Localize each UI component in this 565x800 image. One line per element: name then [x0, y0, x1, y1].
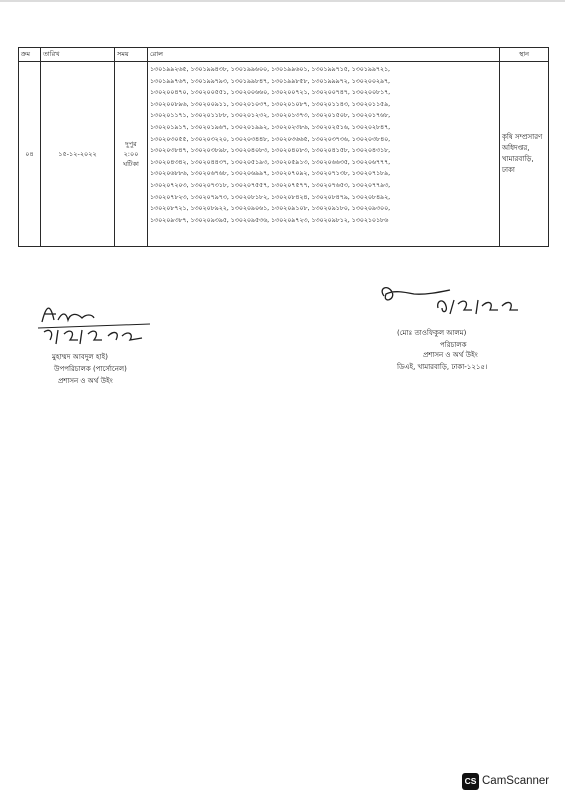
- left-signatory-name: মুহাম্মদ আবদুল হাই): [52, 353, 108, 361]
- camscanner-watermark: [462, 772, 549, 790]
- date-cell: ১৫-১২-২০২২: [41, 62, 115, 247]
- right-signature-block: [370, 282, 550, 392]
- time-unit: ঘটিকা: [123, 160, 139, 168]
- serial-cell: ০৪: [19, 62, 41, 247]
- right-signature-scribble: [370, 282, 550, 327]
- roll-line: ১৩০২০৩৮৪৭, ১৩০২০৩৮৯৮, ১৩০২০৪০৮৩, ১৩০২০৪০৮৩, ১৩০২০৪১৫৮, ১৩০২০৪৩১৮,: [150, 146, 391, 155]
- exam-roll-table: [18, 47, 549, 247]
- time-value: ২:০০: [123, 150, 139, 158]
- table-row: [19, 62, 549, 247]
- camscanner-name: CamScanner: [482, 775, 550, 787]
- header-date: তারিখ: [41, 48, 115, 62]
- roll-line: ১৩০২০৬৮৮৬, ১৩০২০৬৭৬৮, ১৩০২০৬৯৯৭, ১৩০২০৭০৯২, ১৩০২০৭১৩৮, ১৩০২০৭১৮৯,: [150, 169, 391, 178]
- right-signatory-address: ডিএই, খামারবাড়ি, ঢাকা-১২১৫।: [397, 363, 488, 371]
- table-header-row: [19, 48, 549, 62]
- time-period: দুপুর: [125, 140, 137, 148]
- header-serial: ক্রম: [19, 48, 41, 62]
- left-signature-scribble: [30, 292, 220, 352]
- roll-line: ১৩০২০০৪৭০, ১৩০২০০৫৫১, ১৩০২০০৬৬০, ১৩০২০০৭২১, ১৩০২০০৭৪৭, ১৩০২০০৮১৭,: [150, 88, 391, 97]
- roll-line: ১৩০২০৭২০৩, ১৩০২০৭৩১৮, ১৩০২০৭৫৫৭, ১৩০২০৭৫৭৭, ১৩০২০৭৬৫৩, ১৩০২০৭৭৯৩,: [150, 180, 391, 189]
- location-cell: কৃষি সম্প্রসারণ অধিদপ্তর, খামারবাড়ি, ঢাকা: [500, 62, 549, 247]
- roll-line: ১৩০১৯৯২৬৫, ১৩০১৯৯৪৩৮, ১৩০১৯৯৬০০, ১৩০১৯৯৬০১, ১৩০১৯৯৭১৫, ১৩০১৯৯৭২১,: [150, 65, 390, 73]
- roll-line: ১৩০২০৪৩৪২, ১৩০২০৪৪৩৭, ১৩০২০৫১৯৩, ১৩০২০৫৯১৩, ১৩০২০৬৬৩৫, ১৩০২০৬৭৭৭,: [150, 157, 391, 166]
- roll-line: ১৩০২০৯৩৮৭, ১৩০২০৯৩৯৫, ১৩০২০৯৫৩৬, ১৩০২০৯৭২৩, ১৩০২০৯৮১২, ১৩০২১০১৮৬: [150, 215, 389, 224]
- left-signature-block: [30, 292, 220, 397]
- roll-line: ১৩০২০৩০৫৫, ১৩০২০৩২২০, ১৩০২০৩৪৪৮, ১৩০২০৩৬৬৫, ১৩০২০৩৭৩৬, ১৩০২০৩৮৪০,: [150, 134, 391, 143]
- roll-line: ১৩০২০৭৮২৩, ১৩০২০৭৯৭৩, ১৩০২০৮১৮২, ১৩০২০৮৪২৪, ১৩০২০৮৪৭৯, ১৩০২০৮৪৯২,: [150, 192, 391, 201]
- camscanner-logo-icon: CS: [462, 773, 479, 790]
- header-roll: রোল: [148, 48, 500, 62]
- header-time: সময়: [115, 48, 148, 62]
- header-location: স্থান: [500, 48, 549, 62]
- right-signatory-wing: প্রশাসন ও অর্থ উইং: [423, 351, 478, 359]
- right-signatory-name: (মোঃ তাওফিকুল আলম): [397, 329, 467, 337]
- roll-line: ১৩০১৯৯৭৬৭, ১৩০১৯৯৭৯৩, ১৩০১৯৯৮৪৭, ১৩০১৯৯৮৫৮, ১৩০১৯৯৯৭২, ১৩০২০০২৯৭,: [150, 76, 390, 85]
- roll-line: ১৩০২০০৮৯৬, ১৩০২০০৯১১, ১৩০২০১০৩৭, ১৩০২০১০৮৭, ১৩০২০১১৪৩, ১৩০২০১১৫৯,: [150, 99, 391, 108]
- right-signatory-title: পরিচালক: [440, 341, 467, 349]
- roll-cell: [148, 62, 500, 247]
- roll-line: ১৩০২০১১৭১, ১৩০২০১১৮৮, ১৩০২০১২৩২, ১৩০২০১৩৭৩, ১৩০২০১৫০৮, ১৩০২০১৭৬৮,: [150, 111, 391, 120]
- time-cell: [115, 62, 148, 247]
- left-signatory-title: উপপরিচালক (পার্সোনেল): [54, 365, 127, 373]
- roll-line: ১৩০২০১৯১৭, ১৩০২০১৯৬৭, ১৩০২০১৯৯২, ১৩০২০২৩৮৬, ১৩০২০২৫১৬, ১৩০২০২৮৪৭,: [150, 122, 391, 131]
- page-top-edge: [0, 0, 565, 2]
- left-signatory-wing: প্রশাসন ও অর্থ উইং: [58, 377, 113, 385]
- roll-line: ১৩০২০৮৭২১, ১৩০২০৮৯২২, ১৩০২০৯০৬১, ১৩০২০৯১০৮, ১৩০২০৯১৮০, ১৩০২০৯৩০০,: [150, 204, 391, 213]
